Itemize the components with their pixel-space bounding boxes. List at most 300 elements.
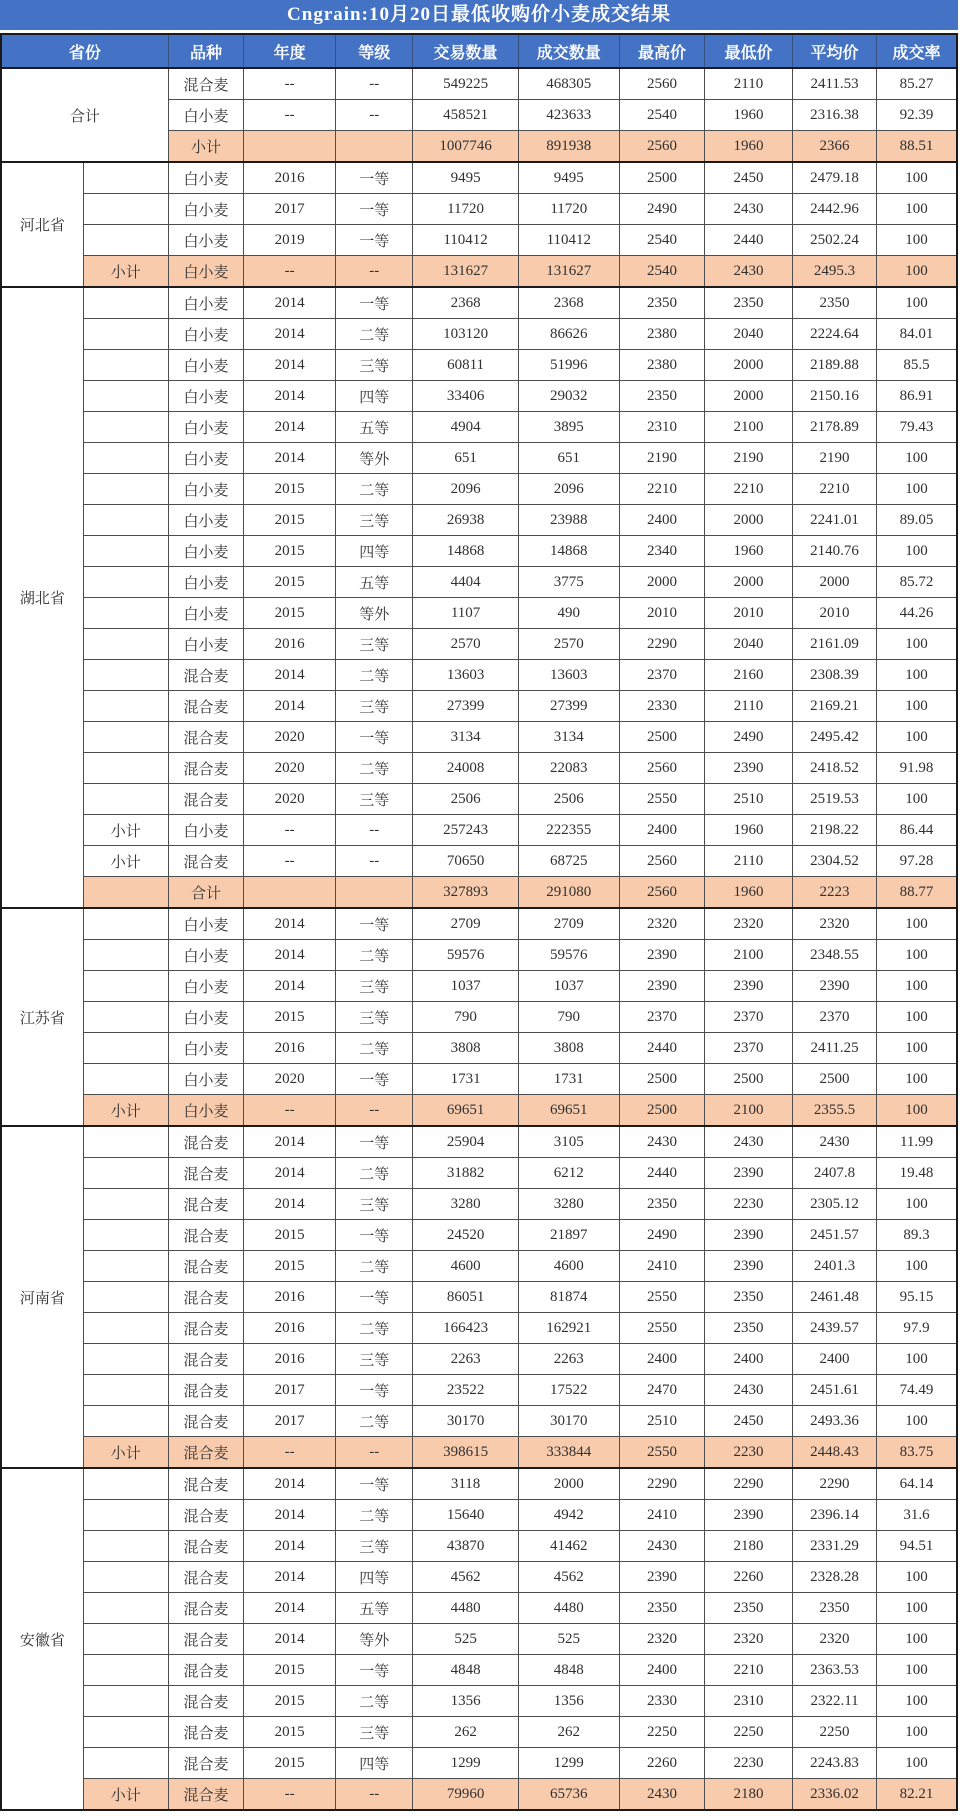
cell-year: 2016 — [244, 1282, 336, 1313]
cell-variety: 小计 — [168, 131, 244, 163]
cell-year: 2014 — [244, 660, 336, 691]
cell-variety: 白小麦 — [168, 940, 244, 971]
data-row — [1, 753, 957, 784]
cell-avg_price: 2169.21 — [792, 691, 876, 722]
cell-low_price: 2430 — [705, 1126, 793, 1158]
cell-year: 2014 — [244, 381, 336, 412]
cell-high_price: 2540 — [619, 256, 704, 288]
cell-variety: 白小麦 — [168, 567, 244, 598]
cell-trade_qty: 30170 — [413, 1406, 518, 1437]
cell-subtotal_label — [83, 225, 168, 256]
cell-deal_rate: 85.72 — [877, 567, 957, 598]
cell-avg_price: 2363.53 — [792, 1655, 876, 1686]
cell-grade: 一等 — [336, 225, 413, 256]
cell-year: 2017 — [244, 194, 336, 225]
cell-variety: 混合麦 — [168, 1468, 244, 1500]
cell-grade: 三等 — [336, 629, 413, 660]
cell-grade: 一等 — [336, 1126, 413, 1158]
province-cell: 湖北省 — [1, 287, 83, 908]
cell-low_price: 2390 — [705, 1220, 793, 1251]
cell-year: -- — [244, 100, 336, 131]
summary-row — [1, 1437, 957, 1469]
cell-deal_rate: 100 — [877, 256, 957, 288]
data-row — [1, 350, 957, 381]
cell-high_price: 2390 — [619, 971, 704, 1002]
cell-avg_price: 2350 — [792, 1593, 876, 1624]
cell-avg_price: 2411.25 — [792, 1033, 876, 1064]
cell-subtotal_label — [83, 940, 168, 971]
cell-variety: 合计 — [168, 877, 244, 909]
cell-grade: 一等 — [336, 1375, 413, 1406]
cell-low_price: 2450 — [705, 162, 793, 194]
cell-year: 2016 — [244, 1313, 336, 1344]
column-header-grade: 等级 — [336, 34, 413, 68]
cell-deal_rate: 84.01 — [877, 319, 957, 350]
cell-low_price: 2490 — [705, 722, 793, 753]
cell-avg_price: 2502.24 — [792, 225, 876, 256]
cell-deal_qty: 790 — [518, 1002, 619, 1033]
cell-year: -- — [244, 68, 336, 100]
data-row — [1, 1033, 957, 1064]
cell-high_price: 2370 — [619, 1002, 704, 1033]
data-row — [1, 319, 957, 350]
cell-year: 2015 — [244, 1748, 336, 1779]
cell-deal_rate: 88.77 — [877, 877, 957, 909]
cell-year: -- — [244, 256, 336, 288]
cell-variety: 白小麦 — [168, 381, 244, 412]
cell-deal_rate: 100 — [877, 1748, 957, 1779]
cell-subtotal_label — [83, 443, 168, 474]
cell-low_price: 2000 — [705, 381, 793, 412]
cell-year: 2014 — [244, 1593, 336, 1624]
cell-year: 2016 — [244, 629, 336, 660]
data-row — [1, 971, 957, 1002]
cell-deal_qty: 68725 — [518, 846, 619, 877]
cell-deal_qty: 29032 — [518, 381, 619, 412]
cell-grade: 四等 — [336, 1562, 413, 1593]
cell-deal_rate: 92.39 — [877, 100, 957, 131]
cell-variety: 白小麦 — [168, 474, 244, 505]
cell-trade_qty: 3280 — [413, 1189, 518, 1220]
cell-variety: 混合麦 — [168, 1717, 244, 1748]
cell-deal_rate: 95.15 — [877, 1282, 957, 1313]
cell-deal_qty: 131627 — [518, 256, 619, 288]
cell-trade_qty: 398615 — [413, 1437, 518, 1469]
cell-trade_qty: 2709 — [413, 908, 518, 940]
cell-year: 2015 — [244, 567, 336, 598]
province-cell: 安徽省 — [1, 1468, 83, 1810]
cell-deal_rate: 100 — [877, 1717, 957, 1748]
cell-grade: 一等 — [336, 722, 413, 753]
cell-deal_rate: 31.6 — [877, 1500, 957, 1531]
cell-variety: 白小麦 — [168, 319, 244, 350]
cell-high_price: 2430 — [619, 1779, 704, 1811]
cell-low_price: 2350 — [705, 1593, 793, 1624]
data-row — [1, 1624, 957, 1655]
column-header-deal_rate: 成交率 — [877, 34, 957, 68]
cell-deal_qty: 23988 — [518, 505, 619, 536]
cell-high_price: 2490 — [619, 1220, 704, 1251]
cell-grade: 三等 — [336, 1344, 413, 1375]
data-row — [1, 722, 957, 753]
cell-deal_qty: 1299 — [518, 1748, 619, 1779]
cell-deal_rate: 19.48 — [877, 1158, 957, 1189]
cell-avg_price: 2198.22 — [792, 815, 876, 846]
cell-deal_qty: 81874 — [518, 1282, 619, 1313]
cell-deal_qty: 4600 — [518, 1251, 619, 1282]
cell-variety: 混合麦 — [168, 753, 244, 784]
cell-deal_qty: 333844 — [518, 1437, 619, 1469]
cell-deal_rate: 83.75 — [877, 1437, 957, 1469]
cell-high_price: 2010 — [619, 598, 704, 629]
cell-grade: 一等 — [336, 1064, 413, 1095]
cell-high_price: 2440 — [619, 1158, 704, 1189]
cell-low_price: 2040 — [705, 319, 793, 350]
cell-subtotal_label — [83, 287, 168, 319]
cell-trade_qty: 1731 — [413, 1064, 518, 1095]
cell-high_price: 2340 — [619, 536, 704, 567]
cell-year: 2016 — [244, 1344, 336, 1375]
data-row — [1, 194, 957, 225]
cell-high_price: 2290 — [619, 1468, 704, 1500]
province-section-0 — [1, 68, 957, 162]
cell-variety: 混合麦 — [168, 846, 244, 877]
cell-high_price: 2000 — [619, 567, 704, 598]
cell-low_price: 2230 — [705, 1748, 793, 1779]
cell-deal_rate: 100 — [877, 691, 957, 722]
cell-low_price: 2210 — [705, 474, 793, 505]
cell-avg_price: 2350 — [792, 287, 876, 319]
cell-year: 2014 — [244, 1500, 336, 1531]
cell-avg_price: 2348.55 — [792, 940, 876, 971]
cell-variety: 白小麦 — [168, 1095, 244, 1127]
cell-grade: 等外 — [336, 443, 413, 474]
cell-deal_rate: 64.14 — [877, 1468, 957, 1500]
cell-high_price: 2430 — [619, 1531, 704, 1562]
cell-high_price: 2550 — [619, 1437, 704, 1469]
cell-trade_qty: 4848 — [413, 1655, 518, 1686]
data-row — [1, 1064, 957, 1095]
cell-high_price: 2560 — [619, 68, 704, 100]
cell-avg_price: 2439.57 — [792, 1313, 876, 1344]
cell-trade_qty: 33406 — [413, 381, 518, 412]
cell-low_price: 2000 — [705, 505, 793, 536]
cell-variety: 白小麦 — [168, 598, 244, 629]
cell-deal_qty: 3808 — [518, 1033, 619, 1064]
cell-trade_qty: 14868 — [413, 536, 518, 567]
cell-deal_rate: 100 — [877, 1251, 957, 1282]
cell-trade_qty: 43870 — [413, 1531, 518, 1562]
cell-low_price: 2010 — [705, 598, 793, 629]
data-row — [1, 443, 957, 474]
cell-grade: 二等 — [336, 940, 413, 971]
data-row — [1, 567, 957, 598]
data-row — [1, 1189, 957, 1220]
cell-low_price: 2040 — [705, 629, 793, 660]
cell-deal_qty: 3280 — [518, 1189, 619, 1220]
cell-deal_qty: 525 — [518, 1624, 619, 1655]
cell-high_price: 2390 — [619, 1562, 704, 1593]
cell-avg_price: 2336.02 — [792, 1779, 876, 1811]
cell-subtotal_label: 小计 — [83, 815, 168, 846]
summary-row — [1, 256, 957, 288]
cell-avg_price: 2320 — [792, 908, 876, 940]
column-header-variety: 品种 — [168, 34, 244, 68]
cell-grade: -- — [336, 815, 413, 846]
cell-variety: 白小麦 — [168, 536, 244, 567]
cell-deal_qty: 65736 — [518, 1779, 619, 1811]
data-row — [1, 815, 957, 846]
cell-high_price: 2500 — [619, 1095, 704, 1127]
cell-grade: 二等 — [336, 1251, 413, 1282]
cell-deal_qty: 2368 — [518, 287, 619, 319]
cell-deal_rate: 100 — [877, 1064, 957, 1095]
cell-deal_rate: 100 — [877, 162, 957, 194]
cell-deal_qty: 1356 — [518, 1686, 619, 1717]
cell-deal_rate: 89.3 — [877, 1220, 957, 1251]
cell-trade_qty: 262 — [413, 1717, 518, 1748]
cell-low_price: 2350 — [705, 287, 793, 319]
cell-variety: 混合麦 — [168, 1220, 244, 1251]
cell-high_price: 2550 — [619, 784, 704, 815]
cell-high_price: 2500 — [619, 162, 704, 194]
data-row — [1, 381, 957, 412]
cell-avg_price: 2331.29 — [792, 1531, 876, 1562]
cell-year: 2014 — [244, 971, 336, 1002]
cell-variety: 白小麦 — [168, 505, 244, 536]
cell-high_price: 2380 — [619, 319, 704, 350]
cell-high_price: 2560 — [619, 846, 704, 877]
cell-grade: 一等 — [336, 287, 413, 319]
cell-high_price: 2400 — [619, 1344, 704, 1375]
cell-subtotal_label — [83, 1500, 168, 1531]
cell-deal_rate: 97.28 — [877, 846, 957, 877]
cell-grade: 三等 — [336, 350, 413, 381]
province-cell: 江苏省 — [1, 908, 83, 1126]
cell-deal_rate: 85.27 — [877, 68, 957, 100]
cell-high_price: 2540 — [619, 225, 704, 256]
cell-trade_qty: 2506 — [413, 784, 518, 815]
cell-grade: 三等 — [336, 1189, 413, 1220]
cell-high_price: 2560 — [619, 877, 704, 909]
cell-year: 2014 — [244, 1158, 336, 1189]
cell-subtotal_label — [83, 1468, 168, 1500]
data-row — [1, 1313, 957, 1344]
cell-high_price: 2370 — [619, 660, 704, 691]
cell-trade_qty: 70650 — [413, 846, 518, 877]
cell-high_price: 2320 — [619, 908, 704, 940]
cell-subtotal_label — [83, 1344, 168, 1375]
cell-variety: 混合麦 — [168, 1251, 244, 1282]
cell-grade: 三等 — [336, 971, 413, 1002]
cell-high_price: 2550 — [619, 1282, 704, 1313]
data-row — [1, 1002, 957, 1033]
cell-deal_rate: 100 — [877, 722, 957, 753]
cell-grade: -- — [336, 1437, 413, 1469]
cell-subtotal_label — [83, 1189, 168, 1220]
data-row — [1, 1282, 957, 1313]
cell-trade_qty: 3808 — [413, 1033, 518, 1064]
cell-avg_price: 2322.11 — [792, 1686, 876, 1717]
cell-variety: 混合麦 — [168, 1593, 244, 1624]
cell-deal_rate: 100 — [877, 1593, 957, 1624]
data-row — [1, 1220, 957, 1251]
cell-deal_qty: 110412 — [518, 225, 619, 256]
cell-grade: 等外 — [336, 598, 413, 629]
cell-trade_qty: 2096 — [413, 474, 518, 505]
cell-deal_rate: 86.44 — [877, 815, 957, 846]
data-row — [1, 1158, 957, 1189]
cell-deal_rate: 100 — [877, 1344, 957, 1375]
cell-deal_rate: 100 — [877, 1624, 957, 1655]
cell-grade: 一等 — [336, 162, 413, 194]
cell-year: 2014 — [244, 1562, 336, 1593]
cell-low_price: 2390 — [705, 1251, 793, 1282]
cell-grade: 等外 — [336, 1624, 413, 1655]
page-title: Cngrain:10月20日最低收购价小麦成交结果 — [0, 0, 958, 30]
cell-deal_rate: 88.51 — [877, 131, 957, 163]
cell-trade_qty: 4480 — [413, 1593, 518, 1624]
cell-trade_qty: 69651 — [413, 1095, 518, 1127]
data-row — [1, 784, 957, 815]
cell-trade_qty: 1037 — [413, 971, 518, 1002]
cell-deal_qty: 11720 — [518, 194, 619, 225]
cell-year: 2015 — [244, 598, 336, 629]
cell-deal_qty: 891938 — [518, 131, 619, 163]
cell-deal_rate: 100 — [877, 908, 957, 940]
cell-year: 2015 — [244, 1717, 336, 1748]
cell-subtotal_label — [83, 1002, 168, 1033]
cell-low_price: 2230 — [705, 1189, 793, 1220]
column-header-deal_qty: 成交数量 — [518, 34, 619, 68]
cell-subtotal_label — [83, 1748, 168, 1779]
cell-deal_rate: 91.98 — [877, 753, 957, 784]
cell-variety: 混合麦 — [168, 1500, 244, 1531]
cell-year: 2020 — [244, 753, 336, 784]
cell-deal_qty: 41462 — [518, 1531, 619, 1562]
cell-avg_price: 2430 — [792, 1126, 876, 1158]
cell-trade_qty: 27399 — [413, 691, 518, 722]
cell-subtotal_label — [83, 1220, 168, 1251]
cell-high_price: 2510 — [619, 1406, 704, 1437]
cell-variety: 混合麦 — [168, 1282, 244, 1313]
cell-trade_qty: 4404 — [413, 567, 518, 598]
cell-avg_price: 2328.28 — [792, 1562, 876, 1593]
cell-deal_qty: 17522 — [518, 1375, 619, 1406]
cell-subtotal_label — [83, 629, 168, 660]
cell-deal_rate: 100 — [877, 194, 957, 225]
data-row — [1, 505, 957, 536]
cell-low_price: 2180 — [705, 1779, 793, 1811]
column-header-avg_price: 平均价 — [792, 34, 876, 68]
cell-subtotal_label — [83, 1282, 168, 1313]
cell-subtotal_label — [83, 1064, 168, 1095]
data-row — [1, 1593, 957, 1624]
cell-deal_rate: 100 — [877, 1655, 957, 1686]
cell-grade: 二等 — [336, 319, 413, 350]
column-header-province: 省份 — [1, 34, 168, 68]
cell-low_price: 2210 — [705, 1655, 793, 1686]
cell-high_price: 2250 — [619, 1717, 704, 1748]
cell-variety: 混合麦 — [168, 691, 244, 722]
cell-variety: 混合麦 — [168, 1406, 244, 1437]
cell-grade: 三等 — [336, 784, 413, 815]
cell-variety: 白小麦 — [168, 1002, 244, 1033]
cell-subtotal_label — [83, 194, 168, 225]
cell-grade: 五等 — [336, 1593, 413, 1624]
cell-deal_qty: 262 — [518, 1717, 619, 1748]
cell-trade_qty: 9495 — [413, 162, 518, 194]
cell-trade_qty: 327893 — [413, 877, 518, 909]
cell-avg_price: 2355.5 — [792, 1095, 876, 1127]
cell-trade_qty: 59576 — [413, 940, 518, 971]
cell-deal_rate: 100 — [877, 225, 957, 256]
cell-deal_rate: 100 — [877, 1406, 957, 1437]
province-section-3 — [1, 908, 957, 1126]
cell-subtotal_label — [83, 1126, 168, 1158]
cell-trade_qty: 4600 — [413, 1251, 518, 1282]
cell-subtotal_label — [83, 1033, 168, 1064]
data-row — [1, 598, 957, 629]
cell-year: 2014 — [244, 287, 336, 319]
cell-trade_qty: 60811 — [413, 350, 518, 381]
cell-trade_qty: 549225 — [413, 68, 518, 100]
cell-high_price: 2290 — [619, 629, 704, 660]
cell-year: 2015 — [244, 1251, 336, 1282]
cell-high_price: 2260 — [619, 1748, 704, 1779]
cell-year: 2014 — [244, 1189, 336, 1220]
cell-deal_qty: 423633 — [518, 100, 619, 131]
cell-grade: 一等 — [336, 1282, 413, 1313]
cell-year: 2014 — [244, 1531, 336, 1562]
cell-variety: 白小麦 — [168, 287, 244, 319]
cell-trade_qty: 257243 — [413, 815, 518, 846]
cell-deal_qty: 4848 — [518, 1655, 619, 1686]
data-row — [1, 1748, 957, 1779]
cell-deal_rate: 100 — [877, 971, 957, 1002]
data-row — [1, 225, 957, 256]
cell-subtotal_label — [83, 1593, 168, 1624]
cell-trade_qty: 15640 — [413, 1500, 518, 1531]
cell-low_price: 2390 — [705, 1158, 793, 1189]
cell-deal_qty: 2506 — [518, 784, 619, 815]
cell-low_price: 2390 — [705, 753, 793, 784]
cell-low_price: 2510 — [705, 784, 793, 815]
cell-high_price: 2350 — [619, 1593, 704, 1624]
cell-variety: 混合麦 — [168, 1437, 244, 1469]
cell-grade: 三等 — [336, 505, 413, 536]
cell-trade_qty: 26938 — [413, 505, 518, 536]
cell-low_price: 2160 — [705, 660, 793, 691]
cell-trade_qty: 4904 — [413, 412, 518, 443]
data-row — [1, 1717, 957, 1748]
cell-subtotal_label — [83, 381, 168, 412]
cell-trade_qty: 2368 — [413, 287, 518, 319]
cell-deal_rate: 11.99 — [877, 1126, 957, 1158]
cell-low_price: 2190 — [705, 443, 793, 474]
cell-avg_price: 2479.18 — [792, 162, 876, 194]
cell-year: 2014 — [244, 1624, 336, 1655]
cell-deal_qty: 51996 — [518, 350, 619, 381]
cell-avg_price: 2290 — [792, 1468, 876, 1500]
data-row — [1, 1531, 957, 1562]
cell-high_price: 2190 — [619, 443, 704, 474]
cell-avg_price: 2493.36 — [792, 1406, 876, 1437]
cell-avg_price: 2210 — [792, 474, 876, 505]
cell-deal_qty: 2000 — [518, 1468, 619, 1500]
column-header-high_price: 最高价 — [619, 34, 704, 68]
cell-avg_price: 2316.38 — [792, 100, 876, 131]
